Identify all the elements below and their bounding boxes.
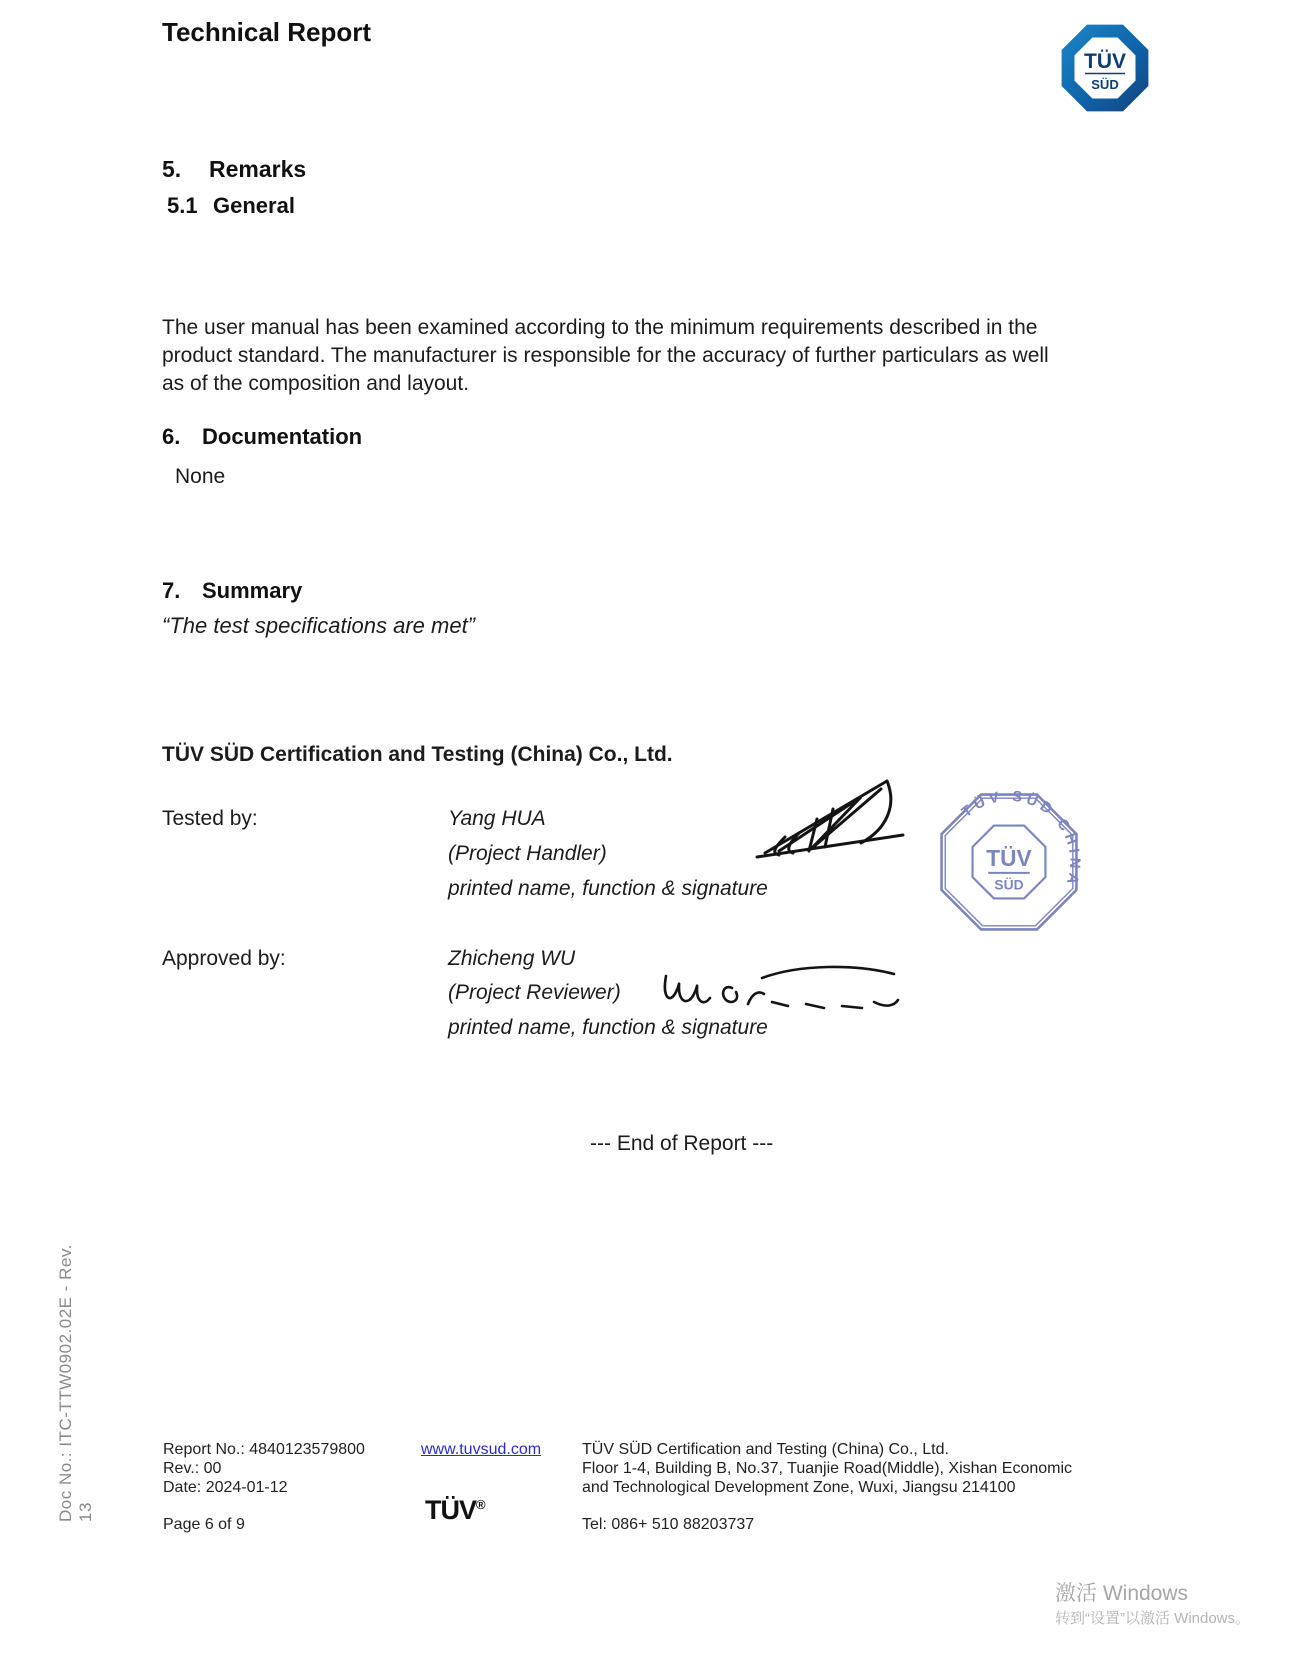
tuv-wordmark-text: TÜV (425, 1495, 476, 1525)
tested-signature-icon (753, 771, 908, 863)
tested-by-name: Yang HUA (448, 807, 546, 830)
footer-page-number: Page 6 of 9 (163, 1516, 245, 1533)
logo-sud-text: SÜD (1091, 77, 1119, 92)
footer-report-no: Report No.: 4840123579800 (163, 1441, 365, 1458)
svg-text:TÜV SÜD CHINA (959, 789, 1083, 890)
stamp-sud-text: SÜD (994, 876, 1024, 893)
windows-activation-watermark-title: 激活 Windows (1055, 1582, 1189, 1605)
footer-company: TÜV SÜD Certification and Testing (China) Co., Ltd. (582, 1441, 949, 1458)
approved-by-label: Approved by: (162, 947, 286, 970)
tuv-sud-logo-icon (1058, 21, 1152, 115)
section-5-1-heading (167, 193, 295, 219)
general-paragraph: The user manual has been examined according to the minimum requirements described in the product standard. The manufacturer is responsible for the accuracy of further particulars as well as of the composition and layout. (162, 316, 1049, 395)
footer-address-line2: and Technological Development Zone, Wuxi, Jiangsu 214100 (582, 1479, 1016, 1496)
signoff-company: TÜV SÜD Certification and Testing (China) Co., Ltd. (162, 743, 673, 766)
section-5-1-title: General (213, 193, 295, 218)
windows-activation-watermark-subtitle: 转到“设置”以激活 Windows。 (1055, 1610, 1251, 1627)
section-5-number: 5. (162, 156, 182, 182)
section-6-title: Documentation (202, 424, 363, 449)
approved-signature-icon (660, 962, 900, 1020)
footer-tel: Tel: 086+ 510 88203737 (582, 1516, 755, 1533)
documentation-body: None (175, 465, 226, 488)
section-7-heading (162, 578, 302, 604)
registered-trademark-symbol: ® (476, 1497, 485, 1512)
section-7-number: 7. (162, 578, 181, 603)
approved-by-role: (Project Reviewer) (448, 981, 621, 1004)
tuv-sud-china-stamp-icon (930, 783, 1088, 941)
section-5-title: Remarks (209, 156, 307, 182)
approved-by-caption: printed name, function & signature (448, 1016, 768, 1039)
tested-by-role: (Project Handler) (448, 842, 607, 865)
tested-by-label: Tested by: (162, 807, 258, 830)
doc-number-vertical: Doc No.: ITC-TTW0902.02E - Rev. 13 (56, 1244, 95, 1522)
section-5-heading (162, 156, 306, 184)
footer-address-line1: Floor 1-4, Building B, No.37, Tuanjie Road(Middle), Xishan Economic (582, 1460, 1073, 1477)
approved-by-name: Zhicheng WU (448, 947, 576, 970)
stamp-tuv-text: TÜV (986, 844, 1032, 871)
end-of-report: --- End of Report --- (590, 1132, 774, 1155)
tested-by-caption: printed name, function & signature (448, 877, 768, 900)
footer-tuv-wordmark (425, 1494, 485, 1526)
footer-date: Date: 2024-01-12 (163, 1479, 288, 1496)
section-6-heading (162, 424, 362, 450)
stamp-ring-text: TÜV SÜD CHINA (958, 788, 1083, 890)
section-5-1-number: 5.1 (167, 193, 198, 218)
footer-rev: Rev.: 00 (163, 1460, 222, 1477)
footer-website-link[interactable]: www.tuvsud.com (421, 1441, 542, 1458)
section-6-number: 6. (162, 424, 181, 449)
section-7-title: Summary (202, 578, 303, 603)
logo-tuv-text: TÜV (1084, 50, 1126, 73)
summary-quote: “The test specifications are met” (162, 613, 476, 638)
page-title: Technical Report (162, 17, 372, 47)
